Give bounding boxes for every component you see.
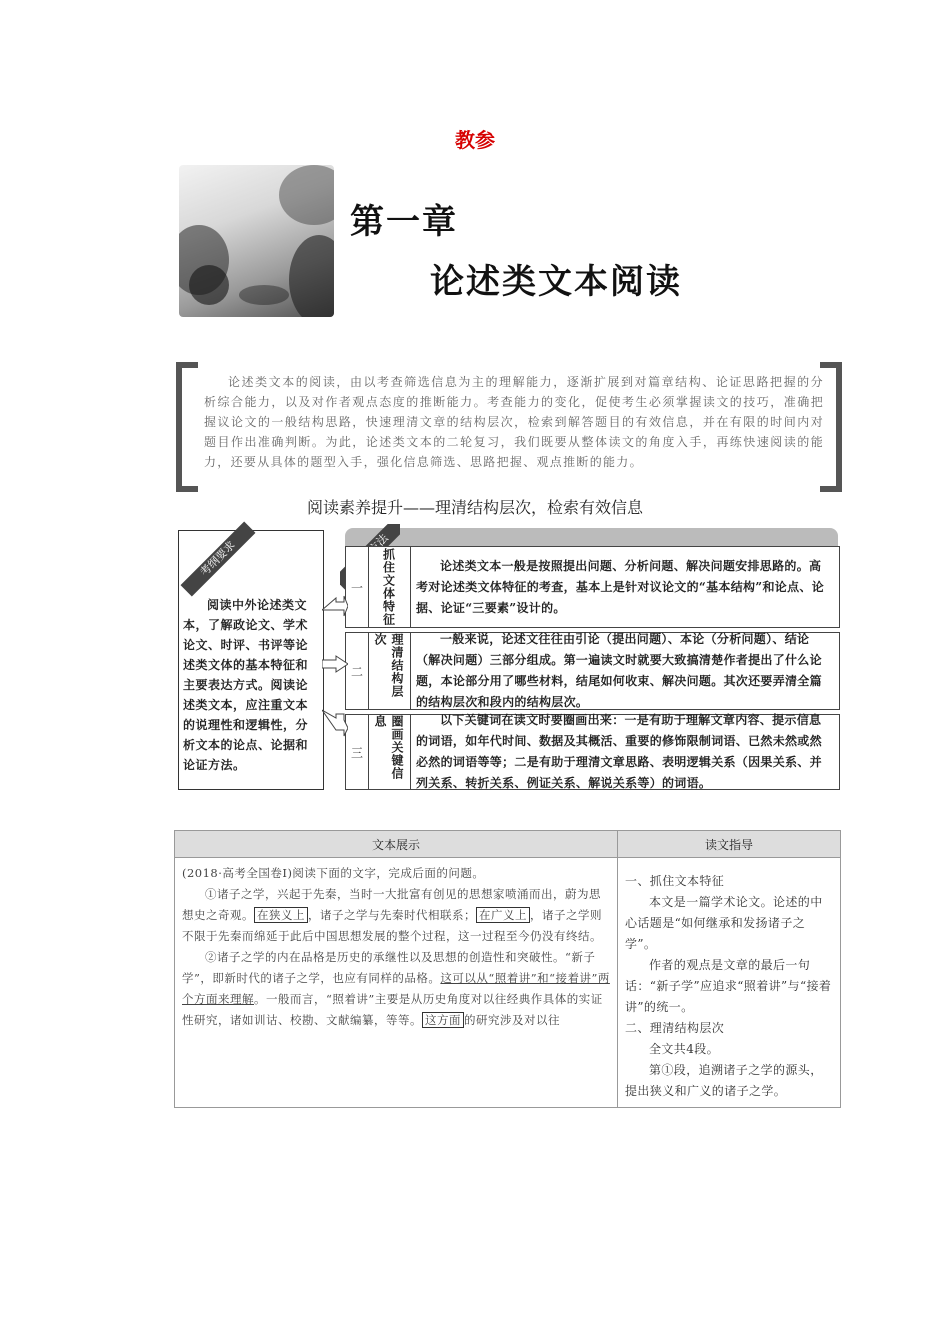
col-header-guide: 读文指导 bbox=[618, 831, 841, 858]
passage-text bbox=[176, 859, 616, 1035]
guide-heading-1: 一、抓住文本特征 bbox=[625, 874, 725, 888]
reading-guide bbox=[619, 859, 839, 1106]
guide-paragraph: 全文共4段。 bbox=[649, 1042, 720, 1056]
row-label: 理清结构层次 bbox=[368, 633, 411, 709]
syllabus-box bbox=[178, 530, 324, 790]
marked-phrase: 在狭义上 bbox=[254, 907, 308, 923]
guide-heading-2: 二、理清结构层次 bbox=[625, 1021, 725, 1035]
arrow-3 bbox=[322, 710, 348, 736]
lotus-illustration bbox=[179, 165, 334, 317]
passage-paragraph-1: ①诸子之学，兴起于先秦，当时一大批富有创见的思想家喷涌而出，蔚为思想史之奇观。 在狭义上 ，诸子之学与先秦时代相联系； 在广义上 ，诸子之学则不限于先秦而绵延于此后中国思想发展的整个过程，这一过程至今仍没有终结。 bbox=[182, 887, 602, 943]
passage-paragraph-2: ②诸子之学的内在品格是历史的承继性以及思想的创造性和突破性。“新子学”，即新时代的诸子之学，也应有同样的品格。这可以从“照着讲”和“接着讲”两个方面来理解。一般而言，“照着讲”主要是从历史角度对以往经典作具体的实证性研究，诸如训诂、校勘、文献编纂，等等。 这方面 的研究涉及对以往 bbox=[182, 950, 610, 1027]
row-number: 三 bbox=[346, 715, 369, 789]
arrow-2 bbox=[322, 656, 348, 672]
syllabus-banner: 考纲要求 bbox=[181, 522, 256, 597]
marked-phrase: 这方面 bbox=[422, 1012, 464, 1028]
passage-source: (2018·高考全国卷Ⅰ)阅读下面的文字，完成后面的问题。 bbox=[182, 866, 485, 880]
row-label: 圈画关键信息 bbox=[368, 715, 411, 789]
arrow-1 bbox=[322, 596, 348, 616]
row-text: 论述类文本一般是按照提出问题、分析问题、解决问题安排思路的。高考对论述类文体特征的考查，基本上是针对议论文的“基本结构”和论点、论据、论证“三要素”设计的。 bbox=[416, 558, 825, 615]
reading-table bbox=[174, 830, 841, 1108]
intro-paragraph: 论述类文本的阅读，由以考查筛选信息为主的理解能力，逐渐扩展到对篇章结构、论证思路把握的分析综合能力，以及对作者观点态度的推断能力。考查能力的变化，促使考生必须掌握读文的技巧，准确把握议论文的一般结构思路，快速理清文章的结构层次，检索到解答题目的有效信息，并在有限的时间内对题目作出准确判断。为此，论述类文本的二轮复习，我们既要从整体读文的角度入手，再练快速阅读的能力，还要从具体的题型入手，强化信息筛选、思路把握、观点推断的能力。 bbox=[204, 375, 824, 469]
method-row-1 bbox=[345, 546, 840, 628]
method-header-bar bbox=[345, 528, 838, 546]
guide-paragraph: 作者的观点是文章的最后一句话：“新子学”应追求“照着讲”与“接着讲”的统一。 bbox=[625, 958, 832, 1014]
underlined-phrase: 这可以从“照着讲”和“接着讲”两个方面来理解 bbox=[182, 971, 610, 1006]
row-text: 以下关键词在读文时要圈画出来：一是有助于理解文章内容、提示信息的词语，如年代时间、数据及其概活、重要的修饰限制词语、已然未然或然必然的词语等等；二是有助于理清文章思路、表明逻辑关系（因果关系、并列关系、转折关系、例证关系、解说关系等）的词语。 bbox=[416, 713, 822, 790]
method-row-3 bbox=[345, 714, 840, 790]
guide-paragraph: 本文是一篇学术论文。论述的中心话题是“如何继承和发扬诸子之学”。 bbox=[625, 895, 823, 951]
chapter-subtitle: 论述类文本阅读 bbox=[430, 262, 682, 302]
row-number: 一 bbox=[346, 547, 369, 627]
row-text: 一般来说，论述文往往由引论（提出问题）、本论（分析问题）、结论（解决问题）三部分组成。第一遍读文时就要大致搞清楚作者提出了什么论题，本论部分用了哪些材料，结尾如何收束、解决问题。其次还要弄清全篇的结构层次和段内的结构层次。 bbox=[416, 632, 822, 709]
col-header-text: 文本展示 bbox=[175, 831, 618, 858]
section-title: 阅读素养提升——理清结构层次，检索有效信息 bbox=[306, 498, 643, 517]
left-bracket bbox=[176, 362, 198, 492]
syllabus-text: 阅读中外论述类文本，了解政论文、学术论文、时评、书评等论述类文体的基本特征和主要表达方式。阅读论述类文本，应注重文本的说理性和逻辑性，分析文本的论点、论据和论证方法。 bbox=[183, 598, 309, 772]
row-number: 二 bbox=[346, 633, 369, 709]
header-tag: 教参 bbox=[455, 128, 495, 152]
marked-phrase: 在广义上 bbox=[476, 907, 530, 923]
method-row-2 bbox=[345, 632, 840, 710]
row-label: 抓住文体特征 bbox=[368, 547, 411, 627]
guide-paragraph: 第①段，追溯诸子之学的源头，提出狭义和广义的诸子之学。 bbox=[625, 1063, 823, 1098]
connector-arrows bbox=[322, 560, 348, 770]
chapter-title: 第一章 bbox=[350, 202, 458, 242]
